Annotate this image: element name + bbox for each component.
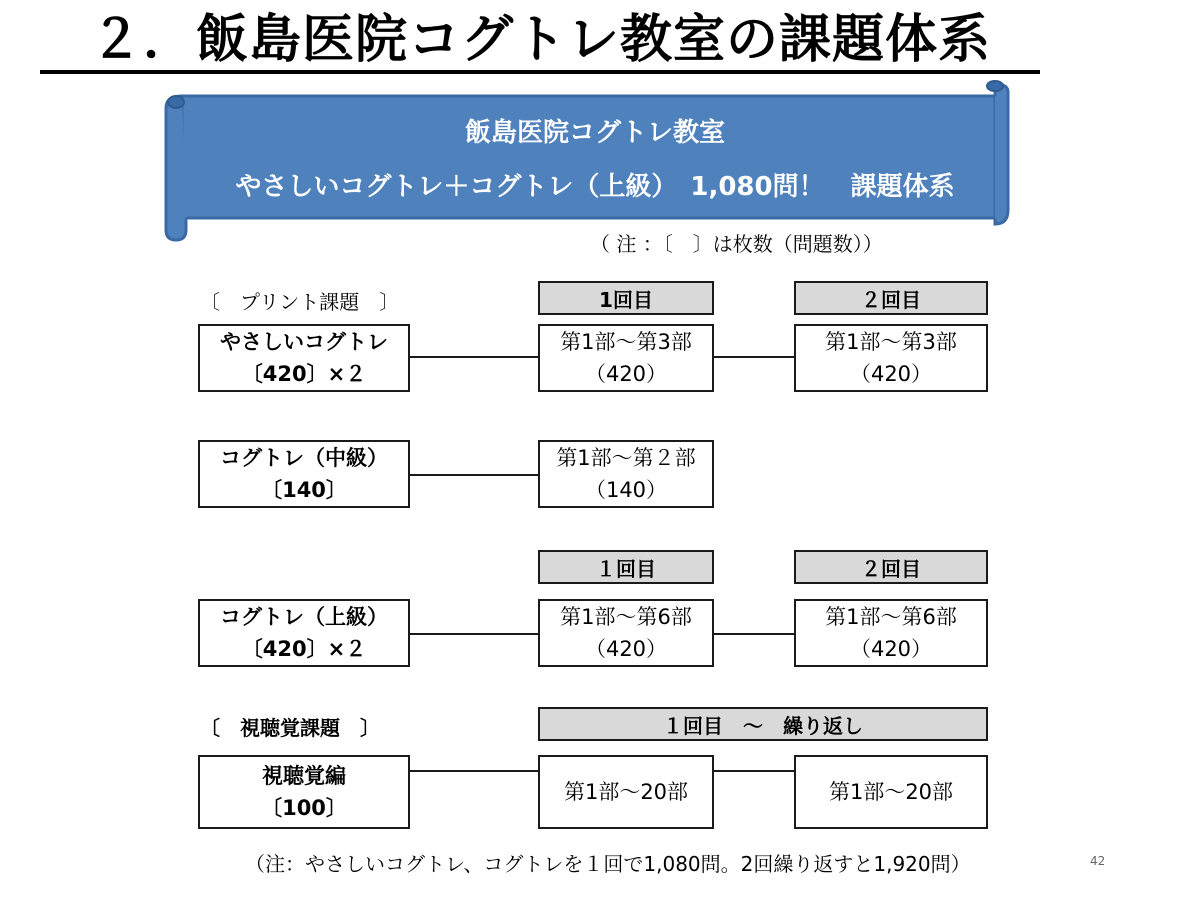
box-av-label: 視聴覚編 bbox=[262, 764, 346, 788]
connector-adv-2 bbox=[714, 633, 794, 635]
slide-title: ２．飯島医院コグトレ教室の課題体系 bbox=[90, 10, 992, 70]
connector-mid-1 bbox=[410, 474, 538, 476]
header-av-repeat: １回目 ～ 繰り返し bbox=[538, 707, 988, 741]
easy-round-2-range: 第1部～第3部 bbox=[825, 330, 957, 354]
connector-adv-1 bbox=[410, 633, 538, 635]
adv-round-2-count: （420） bbox=[849, 637, 933, 661]
box-adv-cogtra bbox=[198, 599, 410, 667]
adv-round-2-range: 第1部～第6部 bbox=[825, 605, 957, 629]
scroll-curl-right-end bbox=[987, 81, 1003, 91]
easy-round-2-count: （420） bbox=[849, 362, 933, 386]
box-easy-label: やさしいコグトレ bbox=[220, 330, 388, 354]
box-easy-cogtra bbox=[198, 324, 410, 392]
note-top: （ 注 ：〔 〕は枚数（問題数）） bbox=[590, 232, 883, 256]
box-av-round-2 bbox=[794, 755, 988, 829]
mid-round-1-range: 第1部～第２部 bbox=[556, 446, 696, 470]
header-print-round-1: 1回目 bbox=[538, 281, 714, 315]
box-mid-count: 〔140〕 bbox=[261, 478, 347, 502]
box-adv-round-1 bbox=[538, 599, 714, 667]
box-av bbox=[198, 755, 410, 829]
note-bottom: （注：やさしいコグトレ、コグトレを１回で1,080問。2回繰り返すと1,920問） bbox=[245, 852, 971, 876]
header-print-round-2: ２回目 bbox=[794, 281, 988, 315]
box-av-round-1 bbox=[538, 755, 714, 829]
connector-easy-2 bbox=[714, 356, 794, 358]
connector-easy-1 bbox=[410, 356, 538, 358]
box-easy-round-1 bbox=[538, 324, 714, 392]
scroll-banner bbox=[160, 78, 1020, 246]
box-adv-label: コグトレ（上級） bbox=[220, 605, 388, 629]
section-label-av: 〔 視聴覚課題 〕 bbox=[200, 716, 380, 740]
av-round-2-range: 第1部～20部 bbox=[828, 780, 954, 804]
box-easy-count: 〔420〕×２ bbox=[241, 362, 367, 386]
scroll-curl-left-end bbox=[168, 96, 184, 108]
box-mid-label: コグトレ（中級） bbox=[220, 446, 388, 470]
av-round-1-range: 第1部～20部 bbox=[563, 780, 689, 804]
easy-round-1-range: 第1部～第3部 bbox=[560, 330, 692, 354]
header-adv-round-1: １回目 bbox=[538, 550, 714, 584]
section-label-print: 〔 プリント課題 〕 bbox=[200, 290, 400, 314]
banner-subtitle: やさしいコグトレ＋コグトレ（上級） 1,080問！ 課題体系 bbox=[235, 172, 955, 202]
box-adv-count: 〔420〕×２ bbox=[241, 637, 367, 661]
box-adv-round-2 bbox=[794, 599, 988, 667]
title-underline bbox=[40, 70, 1040, 74]
banner-title: 飯島医院コグトレ教室 bbox=[464, 118, 725, 148]
adv-round-1-count: （420） bbox=[584, 637, 668, 661]
box-av-count: 〔100〕 bbox=[261, 796, 347, 820]
mid-round-1-count: （140） bbox=[584, 478, 668, 502]
connector-av-1 bbox=[410, 770, 538, 772]
box-mid-cogtra bbox=[198, 440, 410, 508]
connector-av-2 bbox=[714, 770, 794, 772]
easy-round-1-count: （420） bbox=[584, 362, 668, 386]
box-easy-round-2 bbox=[794, 324, 988, 392]
box-mid-round-1 bbox=[538, 440, 714, 508]
scroll-curl-right bbox=[995, 84, 1008, 224]
adv-round-1-range: 第1部～第6部 bbox=[560, 605, 692, 629]
page-number: 42 bbox=[1090, 854, 1106, 868]
header-adv-round-2: ２回目 bbox=[794, 550, 988, 584]
